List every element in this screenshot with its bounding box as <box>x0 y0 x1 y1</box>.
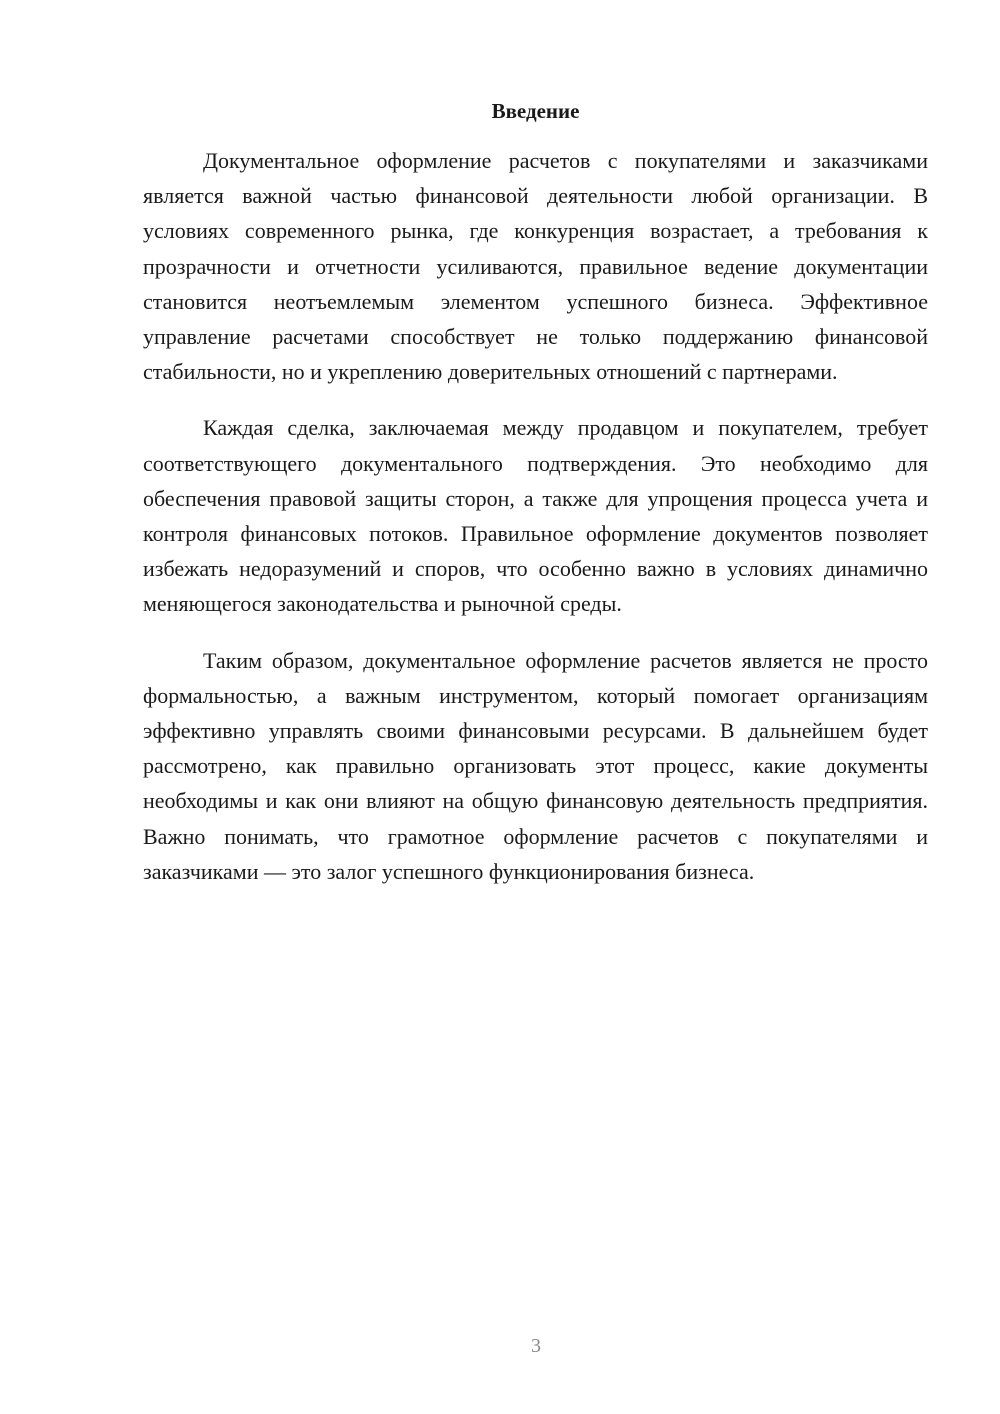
body-text <box>143 143 928 910</box>
page-title: Введение <box>491 99 580 123</box>
paragraph-2: Каждая сделка, заключаемая между продавцом и покупателем, требует соответствующего документального подтверждения. Это необходимо для обеспечения правовой защиты сторон, а также для упрощения процесса учета и контроля финансовых потоков. Правильное оформление документов позволяет избежать недоразумений и споров, что особенно важно в условиях динамично меняющегося законодательства и рыночной среды. <box>143 415 928 617</box>
paragraph-1: Документальное оформление расчетов с покупателями и заказчиками является важной частью финансовой деятельности любой организации. В условиях современного рынка, где конкуренция возрастает, а требования к прозрачности и отчетности усиливаются, правильное ведение документации становится неотъемлемым элементом успешного бизнеса. Эффективное управление расчетами способствует не только поддержанию финансовой стабильности, но и укреплению доверительных отношений с партнерами. <box>143 148 928 385</box>
paragraph-3: Таким образом, документальное оформление расчетов является не просто формальностью, а важным инструментом, который помогает организациям эффективно управлять своими финансовыми ресурсами. В дальнейшем будет рассмотрено, как правильно организовать этот процесс, какие документы необходимы и как они влияют на общую финансовую деятельность предприятия. Важно понимать, что грамотное оформление расчетов с покупателями и заказчиками — это залог успешного функционирования бизнеса. <box>143 647 928 884</box>
page-number: 3 <box>531 1335 541 1357</box>
